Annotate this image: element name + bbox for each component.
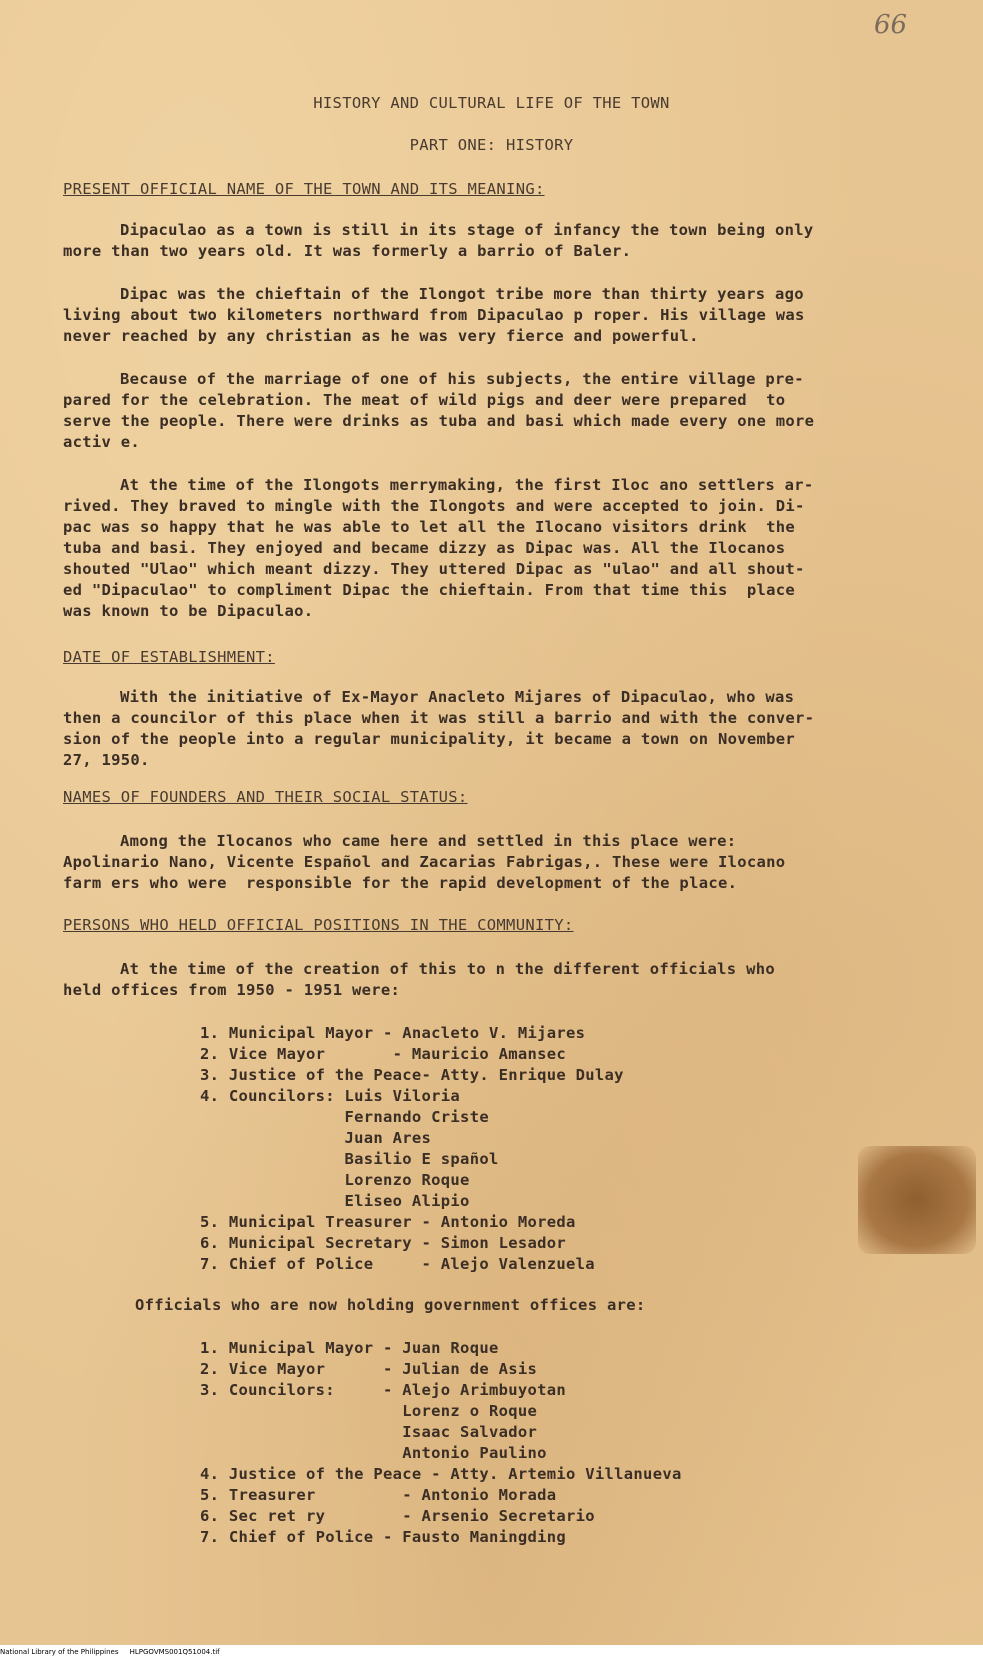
paragraph-line: Among the Ilocanos who came here and settled in this place were: bbox=[120, 832, 737, 850]
official-list-item: 6. Municipal Secretary - Simon Lesador bbox=[200, 1234, 567, 1252]
paragraph-line: At the time of the Ilongots merrymaking, the first Iloc ano settlers ar- bbox=[120, 476, 814, 494]
section-heading-name: PRESENT OFFICIAL NAME OF THE TOWN AND ITS MEANING: bbox=[63, 180, 545, 198]
paragraph-line: more than two years old. It was formerly a barrio of Baler. bbox=[63, 242, 632, 260]
page-number: 66 bbox=[874, 10, 908, 40]
paragraph-line: Dipaculao as a town is still in its stage of infancy the town being only bbox=[120, 221, 814, 239]
section-heading-date: DATE OF ESTABLISHMENT: bbox=[63, 648, 275, 666]
paragraph-line: was known to be Dipaculao. bbox=[63, 602, 314, 620]
document-title: HISTORY AND CULTURAL LIFE OF THE TOWN bbox=[313, 94, 670, 112]
official-list-item: Juan Ares bbox=[200, 1129, 432, 1147]
official-list-item: Isaac Salvador bbox=[200, 1423, 538, 1441]
official-list-item: Eliseo Alipio bbox=[200, 1192, 470, 1210]
section-heading-founders: NAMES OF FOUNDERS AND THEIR SOCIAL STATUS: bbox=[63, 788, 468, 806]
scan-footer: National Library of the Philippines HLPGOVMS001Q51004.tif bbox=[0, 1648, 220, 1656]
document-subtitle: PART ONE: HISTORY bbox=[409, 136, 574, 154]
official-list-item: 2. Vice Mayor - Julian de Asis bbox=[200, 1360, 538, 1378]
official-list-item: Fernando Criste bbox=[200, 1108, 489, 1126]
paragraph-line: pared for the celebration. The meat of wild pigs and deer were prepared to bbox=[63, 391, 786, 409]
official-list-item: 2. Vice Mayor - Mauricio Amansec bbox=[200, 1045, 567, 1063]
paragraph-line: pac was so happy that he was able to let all the Ilocano visitors drink the bbox=[63, 518, 796, 536]
paragraph-line: rived. They braved to mingle with the Ilongots and were accepted to join. Di- bbox=[63, 497, 805, 515]
paragraph-line: Because of the marriage of one of his subjects, the entire village pre- bbox=[120, 370, 804, 388]
official-list-item: 1. Municipal Mayor - Juan Roque bbox=[200, 1339, 499, 1357]
official-list-item: 6. Sec ret ry - Arsenio Secretario bbox=[200, 1507, 595, 1525]
official-list-item: Antonio Paulino bbox=[200, 1444, 547, 1462]
official-list-item: 1. Municipal Mayor - Anacleto V. Mijares bbox=[200, 1024, 586, 1042]
official-list-item: 4. Councilors: Luis Viloria bbox=[200, 1087, 461, 1105]
paragraph-line: Dipac was the chieftain of the Ilongot tribe more than thirty years ago bbox=[120, 285, 804, 303]
official-list-item: 5. Municipal Treasurer - Antonio Moreda bbox=[200, 1213, 576, 1231]
paragraph-line: tuba and basi. They enjoyed and became dizzy as Dipac was. All the Ilocanos bbox=[63, 539, 786, 557]
paragraph-line: sion of the people into a regular municipality, it became a town on November bbox=[63, 730, 796, 748]
paragraph-line: activ e. bbox=[63, 433, 141, 451]
paragraph-line: With the initiative of Ex-Mayor Anacleto Mijares of Dipaculao, who was bbox=[120, 688, 795, 706]
paragraph-line: held offices from 1950 - 1951 were: bbox=[63, 981, 401, 999]
official-list-item: Basilio E spañol bbox=[200, 1150, 499, 1168]
official-list-item: Lorenzo Roque bbox=[200, 1171, 470, 1189]
paragraph-line: 27, 1950. bbox=[63, 751, 150, 769]
official-list-item: 7. Chief of Police - Alejo Valenzuela bbox=[200, 1255, 595, 1273]
official-list-item: Lorenz o Roque bbox=[200, 1402, 538, 1420]
paragraph-line: shouted "Ulao" which meant dizzy. They uttered Dipac as "ulao" and all shout- bbox=[63, 560, 805, 578]
paragraph-line: never reached by any christian as he was very fierce and powerful. bbox=[63, 327, 699, 345]
paper-stain bbox=[858, 1146, 976, 1254]
paragraph-line: living about two kilometers northward from Dipaculao p roper. His village was bbox=[63, 306, 805, 324]
official-list-item: 7. Chief of Police - Fausto Maningding bbox=[200, 1528, 567, 1546]
paragraph-line: ed "Dipaculao" to compliment Dipac the chieftain. From that time this place bbox=[63, 581, 796, 599]
section-heading-officials: PERSONS WHO HELD OFFICIAL POSITIONS IN THE COMMUNITY: bbox=[63, 916, 574, 934]
official-list-item: 5. Treasurer - Antonio Morada bbox=[200, 1486, 557, 1504]
paragraph-line: At the time of the creation of this to n the different officials who bbox=[120, 960, 775, 978]
paragraph-line: Apolinario Nano, Vicente Español and Zacarias Fabrigas,. These were Ilocano bbox=[63, 853, 786, 871]
official-list-item: 3. Councilors: - Alejo Arimbuyotan bbox=[200, 1381, 567, 1399]
official-list-item: 4. Justice of the Peace - Atty. Artemio Villanueva bbox=[200, 1465, 682, 1483]
paragraph-line: serve the people. There were drinks as tuba and basi which made every one more bbox=[63, 412, 815, 430]
paragraph-line: farm ers who were responsible for the rapid development of the place. bbox=[63, 874, 738, 892]
official-list-item: 3. Justice of the Peace- Atty. Enrique Dulay bbox=[200, 1066, 624, 1084]
paragraph-line: Officials who are now holding government offices are: bbox=[135, 1296, 646, 1314]
paragraph-line: then a councilor of this place when it was still a barrio and with the conver- bbox=[63, 709, 815, 727]
